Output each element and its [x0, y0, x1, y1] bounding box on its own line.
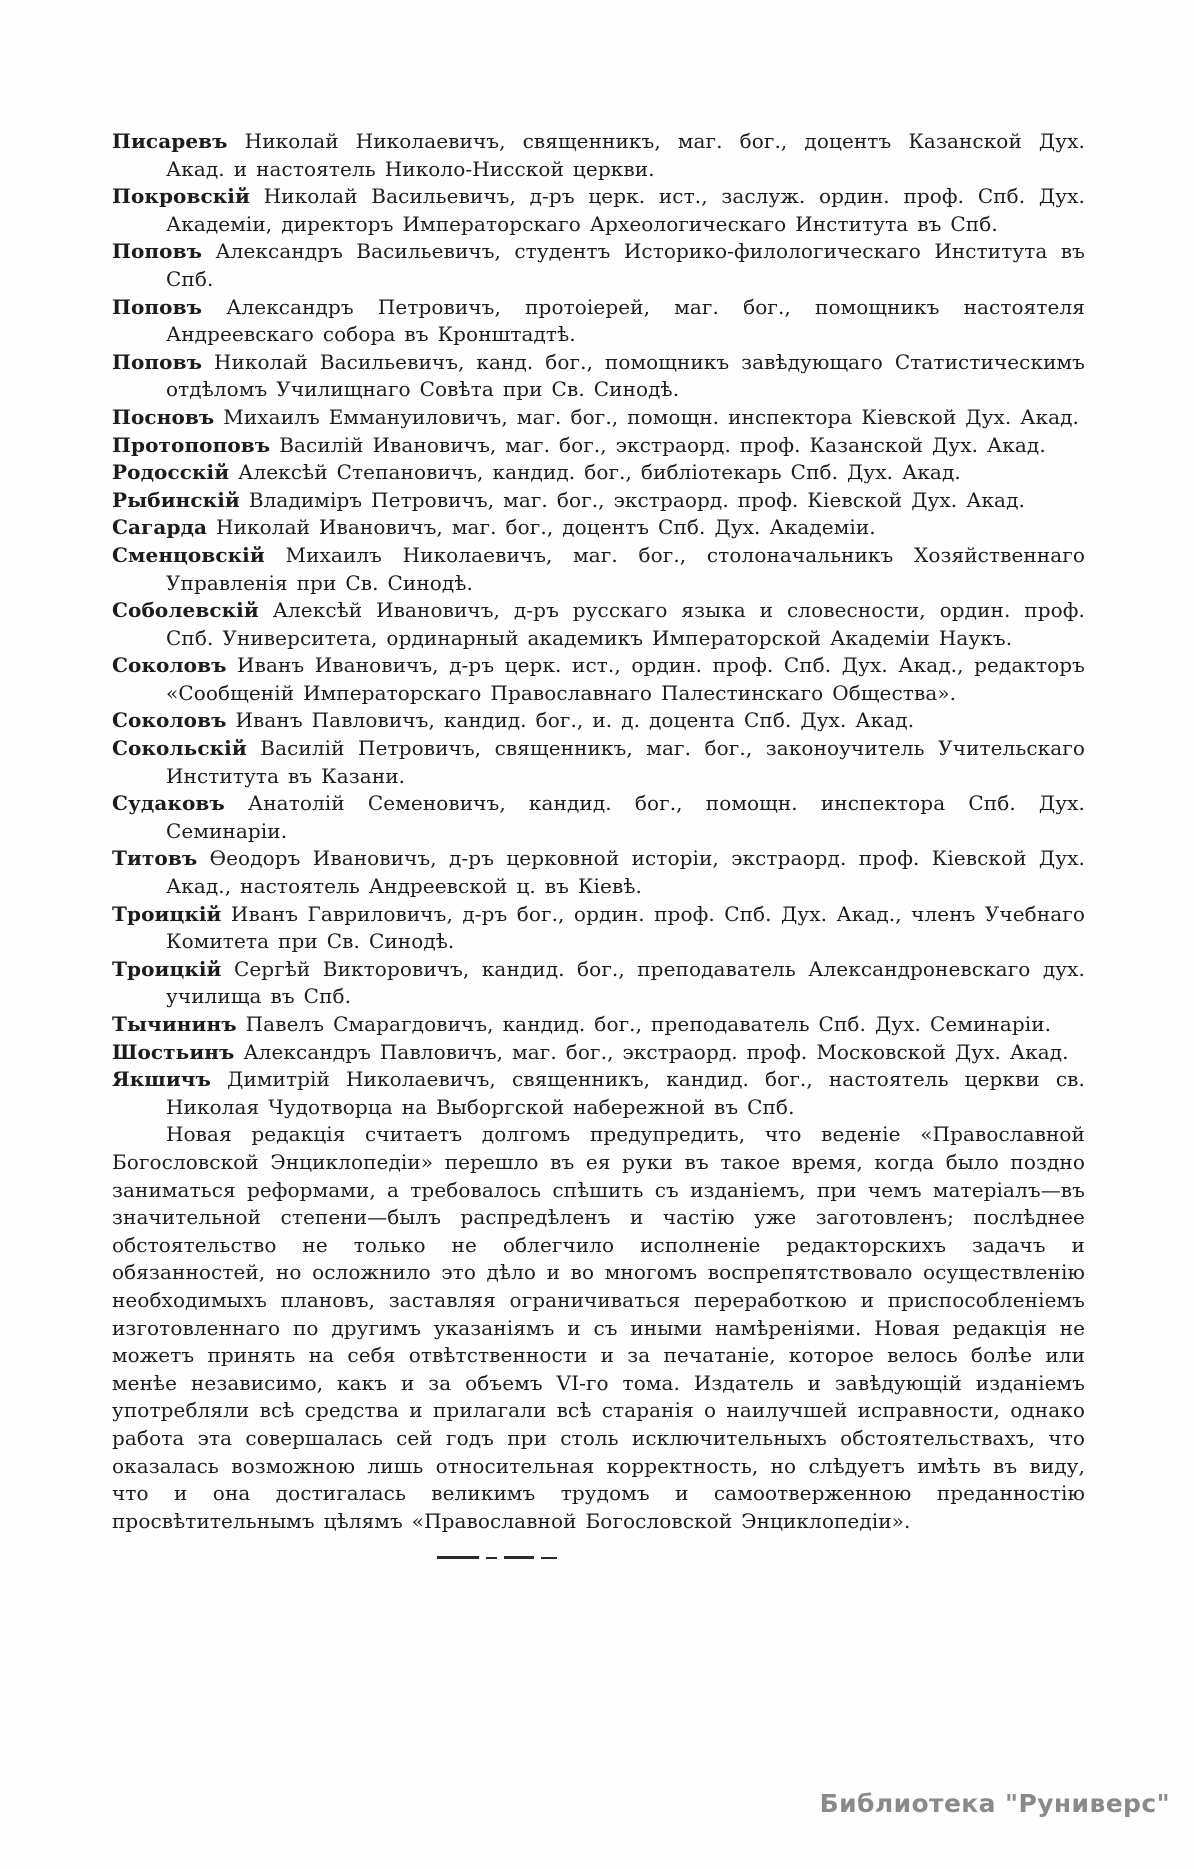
- entry-surname: Шостьинъ: [112, 1039, 235, 1064]
- entry-details: Иванъ Павловичъ, кандид. бог., и. д. доцента Спб. Дух. Акад.: [235, 708, 915, 733]
- entry-surname: Соболевскій: [112, 598, 259, 623]
- entry-surname: Протопоповъ: [112, 432, 271, 457]
- directory-entry: [112, 542, 1085, 597]
- ornament-dash: [504, 1556, 534, 1559]
- entry-details: Ѳеодоръ Ивановичъ, д-ръ церковной исторіи, экстраорд. проф. Кіевской Дух. Акад., настоятель Андреевской ц. въ Кіевѣ.: [166, 846, 1085, 899]
- entry-details: Михаилъ Еммануиловичъ, маг. бог., помощн. инспектора Кіевской Дух. Акад.: [223, 404, 1079, 429]
- editorial-note: Новая редакція считаетъ долгомъ предупредить, что веденіе «Православной Богословской Энциклопедіи» перешло въ ея руки въ такое время, когда было поздно заниматься реформами, а требовалось спѣшить съ изданіемъ, при чемъ матеріалъ—въ значительной степени—былъ распредѣленъ и частію уже заготовленъ; послѣднее обстоятельство не только не облегчило исполненіе редакторскихъ задачъ и обязанностей, но осложнило это дѣло и во многомъ воспрепятствовало осуществленію необходимыхъ плановъ, заставляя ограничиваться переработкою и приспособленіемъ изготовленнаго по другимъ указаніямъ и съ иными намѣреніями. Новая редакція не можетъ принять на себя отвѣтственности и за печатаніе, которое велось болѣе или менѣе независимо, какъ и за объемъ VI-го тома. Издатель и завѣдующій изданіемъ употребляли всѣ средства и прилагали всѣ старанія о наилучшей исправности, однако работа эта совершалась сей годъ при столь исключительныхъ обстоятельствахъ, что оказалась возможною лишь относительная корректность, но слѣдуетъ имѣть въ виду, что и она достигалась великимъ трудомъ и самоотверженною преданностію просвѣтительнымъ цѣлямъ «Православной Богословской Энциклопедіи».: [112, 1122, 1085, 1533]
- directory-entry: [112, 652, 1085, 707]
- entry-surname: Рыбинскій: [112, 487, 240, 512]
- directory-entry: [112, 790, 1085, 845]
- directory-entry: [112, 1011, 1085, 1039]
- entry-surname: Сменцовскій: [112, 542, 265, 567]
- entry-surname: Писаревъ: [112, 129, 228, 153]
- entry-surname: Троицкій: [112, 901, 222, 926]
- end-ornament: [437, 1555, 569, 1560]
- directory-entry: [112, 707, 1085, 735]
- entry-surname: Сагарда: [112, 515, 208, 540]
- directory-entry: [112, 294, 1085, 349]
- library-watermark: Библиотека "Руниверс": [819, 1789, 1170, 1818]
- entry-details: Павелъ Смарагдовичъ, кандид. бог., преподаватель Спб. Дух. Семинаріи.: [245, 1012, 1052, 1036]
- entry-surname: Поповъ: [112, 239, 203, 264]
- entry-surname: Родосскій: [112, 460, 230, 485]
- directory-entry: [112, 432, 1085, 460]
- directory-entry: [112, 514, 1085, 542]
- directory-entry: [112, 845, 1085, 900]
- entry-details: Александръ Павловичъ, маг. бог., экстраорд. проф. Московской Дух. Акад.: [243, 1039, 1069, 1064]
- directory-entry: [112, 459, 1085, 487]
- entry-surname: Тычининъ: [112, 1012, 237, 1036]
- directory-entry: [112, 404, 1085, 432]
- ornament-dash: [486, 1557, 497, 1559]
- directory-entry: [112, 901, 1085, 956]
- text-block: [112, 128, 1085, 1560]
- entry-details: Александръ Петровичъ, протоіерей, маг. бог., помощникъ настоятеля Андреевскаго собора въ Кронштадтѣ.: [166, 294, 1085, 347]
- directory-entry: [112, 183, 1085, 238]
- entry-surname: Судаковъ: [112, 791, 225, 816]
- directory-entry: [112, 597, 1085, 652]
- entry-details: Алексѣй Ивановичъ, д-ръ русскаго языка и словесности, ордин. проф. Спб. Университета, ординарный академикъ Императорской Академіи Наукъ.: [166, 598, 1085, 650]
- directory-entry: [112, 1066, 1085, 1121]
- entry-details: Николай Васильевичъ, канд. бог., помощникъ завѣдующаго Статистическимъ отдѣломъ Училищнаго Совѣта при Св. Синодѣ.: [166, 349, 1085, 402]
- ornament-dash: [541, 1557, 557, 1559]
- entry-surname: Соколовъ: [112, 653, 227, 678]
- entry-details: Василій Петровичъ, священникъ, маг. бог., законоучитель Учительскаго Института въ Казани.: [166, 736, 1085, 788]
- entry-details: Иванъ Ивановичъ, д-ръ церк. ист., ордин. проф. Спб. Дух. Акад., редакторъ «Сообщеній Императорскаго Православнаго Палестинскаго Общества».: [166, 653, 1085, 705]
- entry-details: Николай Николаевичъ, священникъ, маг. бог., доцентъ Казанской Дух. Акад. и настоятель Николо-Нисской церкви.: [166, 129, 1085, 181]
- directory-entry: [112, 349, 1085, 404]
- directory-entry: [112, 487, 1085, 515]
- entry-details: Владиміръ Петровичъ, маг. бог., экстраорд. проф. Кіевской Дух. Акад.: [248, 487, 1025, 512]
- entry-surname: Покровскій: [112, 184, 250, 209]
- entry-surname: Поповъ: [112, 349, 203, 374]
- entry-surname: Поповъ: [112, 294, 203, 319]
- entry-details: Димитрій Николаевичъ, священникъ, кандид. бог., настоятель церкви св. Николая Чудотворца на Выборгской набережной въ Спб.: [166, 1067, 1085, 1119]
- entry-surname: Якшичъ: [112, 1067, 211, 1092]
- directory-entry: [112, 238, 1085, 293]
- directory-entry: [112, 1039, 1085, 1067]
- entry-surname: Титовъ: [112, 846, 198, 871]
- entry-surname: Сокольскій: [112, 736, 247, 761]
- directory-entry: [112, 735, 1085, 790]
- entry-details: Анатолій Семеновичъ, кандид. бог., помощн. инспектора Спб. Дух. Семинаріи.: [166, 791, 1085, 843]
- entry-details: Михаилъ Николаевичъ, маг. бог., столоначальникъ Хозяйственнаго Управленія при Св. Синодѣ.: [166, 542, 1085, 595]
- directory-entry: [112, 128, 1085, 183]
- entry-details: Иванъ Гавриловичъ, д-ръ бог., ордин. проф. Спб. Дух. Акад., членъ Учебнаго Комитета при Св. Синодѣ.: [166, 901, 1085, 954]
- directory-entry: [112, 956, 1085, 1011]
- ornament-dash: [437, 1556, 479, 1559]
- entry-details: Александръ Васильевичъ, студентъ Историко-филологическаго Института въ Спб.: [166, 239, 1085, 291]
- entry-surname: Соколовъ: [112, 708, 227, 733]
- entry-details: Василій Ивановичъ, маг. бог., экстраорд. проф. Казанской Дух. Акад.: [279, 432, 1046, 457]
- entry-surname: Троицкій: [112, 956, 222, 981]
- entry-details: Николай Васильевичъ, д-ръ церк. ист., заслуж. ордин. проф. Спб. Дух. Академіи, директоръ Императорскаго Археологическаго Института въ Спб.: [166, 184, 1085, 236]
- entry-details: Алексѣй Степановичъ, кандид. бог., библіотекарь Спб. Дух. Акад.: [238, 460, 961, 485]
- entry-surname: Посновъ: [112, 404, 215, 429]
- entry-details: Сергѣй Викторовичъ, кандид. бог., преподаватель Александроневскаго дух. училища въ Спб.: [166, 956, 1085, 1009]
- entry-details: Николай Ивановичъ, маг. бог., доцентъ Спб. Дух. Академіи.: [216, 515, 876, 540]
